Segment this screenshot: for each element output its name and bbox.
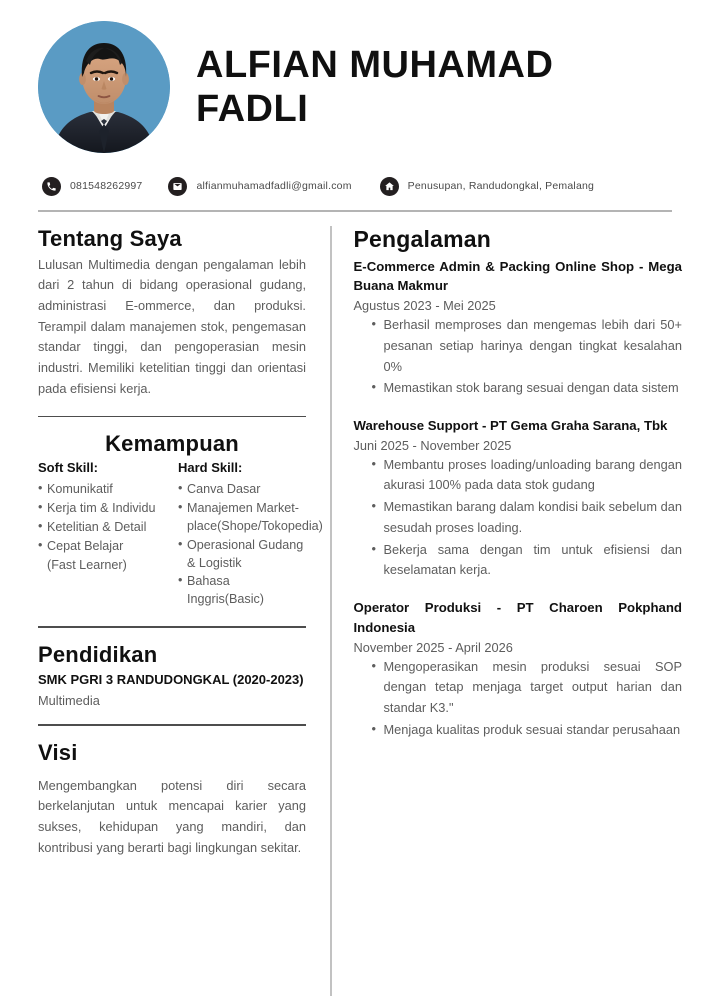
job-date: November 2025 - April 2026	[353, 639, 513, 655]
phone-icon	[42, 177, 61, 196]
list-item: • Ketelitian & Detail	[38, 519, 172, 537]
vision-title: Visi	[38, 739, 78, 765]
address-text: Penusupan, Randudongkal, Pemalang	[407, 180, 595, 192]
hard-skill-list	[178, 481, 323, 609]
list-item: • Mengoperasikan mesin produksi sesuai SOP dengan tetap menjaga target output harian dan standar K3."	[372, 657, 683, 719]
page-title	[196, 43, 672, 131]
section-skills	[38, 431, 323, 610]
contact-email[interactable]	[168, 177, 351, 196]
list-item: • Memastikan barang dalam kondisi baik sebelum dan sesudah proses loading.	[372, 497, 683, 538]
list-item: • Memastikan stok barang sesuai dengan data sistem	[372, 378, 683, 399]
experience-item	[354, 416, 683, 581]
skills-title: Kemampuan	[105, 431, 239, 457]
profile-photo-illustration	[38, 21, 170, 153]
profile-photo	[38, 21, 170, 153]
list-item: • Bekerja sama dengan tim untuk efisiensi dan keselamatan kerja.	[372, 540, 683, 581]
soft-skill-column	[38, 460, 172, 610]
job-title: Operator Produksi - PT Charoen Pokphand Indonesia	[353, 600, 682, 635]
contact-row	[0, 172, 706, 200]
list-item: • Berhasil memproses dan mengemas lebih dari 50+ pesanan setiap harinya dengan tingkat kesalahan 0%	[372, 315, 683, 377]
name-block	[196, 43, 672, 131]
experience-item	[354, 257, 683, 399]
list-item: • Menjaga kualitas produk sesuai standar perusahaan	[372, 720, 683, 741]
experience-item	[354, 598, 683, 740]
experience-title: Pengalaman	[353, 225, 491, 252]
list-item: • Manajemen Market-place(Shope/Tokopedia)	[178, 500, 306, 536]
job-bullets	[354, 315, 683, 399]
job-bullets	[354, 657, 683, 741]
header-divider	[38, 210, 672, 212]
section-education	[38, 642, 306, 708]
section-divider-3	[38, 724, 306, 726]
section-vision	[38, 740, 306, 859]
education-major: Multimedia	[38, 693, 100, 709]
list-item: • Bahasa Inggris(Basic)	[178, 573, 306, 609]
phone-text: 081548262997	[70, 180, 143, 192]
home-icon	[380, 177, 399, 196]
soft-skill-list	[38, 481, 172, 574]
list-item: • Komunikatif	[38, 481, 172, 499]
list-item: • Operasional Gudang & Logistik	[178, 537, 306, 573]
right-column	[332, 226, 706, 996]
left-column	[0, 226, 330, 996]
list-item: • Membantu proses loading/unloading barang dengan akurasi 100% pada data stok gudang	[372, 455, 683, 496]
job-bullets	[354, 455, 683, 581]
list-item: • Canva Dasar	[178, 481, 306, 499]
resume-header	[0, 0, 706, 150]
about-title: Tentang Saya	[38, 225, 182, 251]
list-item: • Kerja tim & Individu	[38, 500, 172, 518]
section-about	[38, 226, 306, 400]
email-text: alfianmuhamadfadli@gmail.com	[196, 180, 352, 192]
job-title: Warehouse Support - PT Gema Graha Sarana, Tbk	[353, 417, 668, 433]
name-line-1: ALFIAN MUHAMAD	[196, 43, 554, 86]
vision-body: Mengembangkan potensi diri secara berkelanjutan untuk mencapai karier yang sukses, kehidupan yang mandiri, dan kontribusi yang berarti bagi lingkungan sekitar.	[38, 777, 306, 855]
section-divider-2	[38, 626, 306, 628]
section-experience	[354, 226, 683, 741]
education-title: Pendidikan	[38, 641, 158, 667]
education-school: SMK PGRI 3 RANDUDONGKAL (2020-2023)	[38, 671, 304, 687]
resume-body	[0, 226, 706, 996]
job-date: Agustus 2023 - Mei 2025	[353, 298, 496, 314]
name-line-2: FADLI	[196, 88, 309, 130]
hard-skill-column	[172, 460, 323, 610]
about-body: Lulusan Multimedia dengan pengalaman lebih dari 2 tahun di bidang operasional gudang, administrasi E-ommerce, dan produksi. Terampil dalam manajemen stok, pengemasan standar tinggi, dan pengoperasian mesin industri. Memiliki ketelitian tinggi dan orientasi pada efisiensi kerja.	[38, 256, 306, 396]
email-icon	[168, 177, 187, 196]
job-date: Juni 2025 - November 2025	[353, 437, 512, 453]
job-title: E-Commerce Admin & Packing Online Shop - Mega Buana Makmur	[353, 258, 682, 294]
contact-phone[interactable]	[42, 177, 142, 196]
list-item: (Fast Learner)	[47, 557, 127, 572]
contact-address[interactable]	[380, 177, 594, 196]
skills-columns	[38, 460, 323, 610]
soft-skill-label: Soft Skill:	[38, 460, 98, 476]
list-item: • Cepat Belajar	[38, 538, 172, 556]
section-divider-1	[38, 416, 306, 418]
hard-skill-label: Hard Skill:	[178, 460, 243, 476]
